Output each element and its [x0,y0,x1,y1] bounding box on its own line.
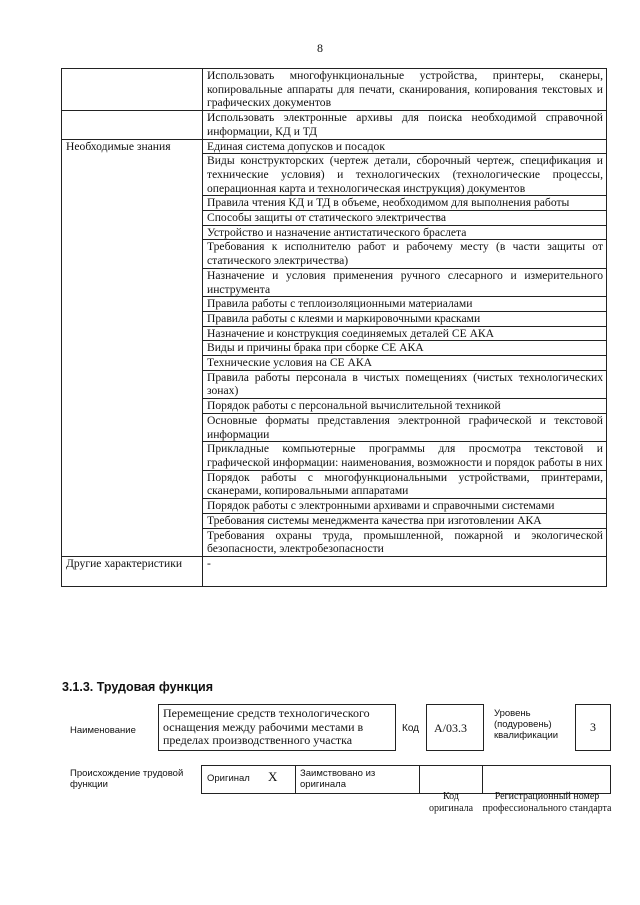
knowledge-row: Назначение и конструкция соединяемых деталей СЕ АКА [203,326,607,341]
table-row [62,111,607,139]
knowledge-row: Требования системы менеджмента качества при изготовлении АКА [203,513,607,528]
divider [482,765,483,794]
knowledge-row: Прикладные компьютерные программы для просмотра текстовой и графической информации: наименования, возможности и порядок работы в них [203,442,607,470]
knowledge-label: Необходимые знания [62,139,203,556]
knowledge-row: Виды конструкторских (чертеж детали, сборочный чертеж, спецификация и технические условия) и технологических (технологические процессы, операционная карта и технологическая инструкция) документов [203,154,607,196]
table-row [62,139,607,154]
knowledge-row: Основные форматы представления электронной графической и текстовой информации [203,413,607,441]
code-caption: Код оригинала [428,791,474,814]
divider [419,765,420,794]
table-body [62,69,607,587]
borrowed-label: Заимствовано из оригинала [300,768,376,790]
knowledge-row: Правила чтения КД и ТД в объеме, необходимом для выполнения работы [203,196,607,211]
section-heading: 3.1.3. Трудовая функция [62,680,214,694]
knowledge-row: Правила работы с клеями и маркировочными красками [203,311,607,326]
level-box [575,704,611,751]
knowledge-row: Требования охраны труда, промышленной, пожарной и экологической безопасности, электробезопасности [203,528,607,556]
table-row [62,69,607,111]
origin-label: Происхождение трудовой функции [70,768,184,790]
page-number: 8 [317,41,323,55]
code-value: А/03.3 [434,721,467,735]
knowledge-row: Единая система допусков и посадок [203,139,607,154]
function-name-value: Перемещение средств технологического оснащения между рабочими местами в пределах производственного участка [163,706,370,747]
knowledge-row: Порядок работы с персональной вычислительной техникой [203,399,607,414]
function-name-box [158,704,396,751]
level-label: Уровень (подуровень) квалификации [494,708,559,741]
knowledge-row: Способы защиты от статического электричества [203,211,607,226]
skill-row: Использовать многофункциональные устройства, принтеры, сканеры, копировальные аппараты для печати, сканирования, копирования текстовых и графических документов [203,69,607,111]
empty-left-cell [62,69,203,111]
level-value: 3 [590,720,596,734]
knowledge-skills-table [61,68,607,587]
original-mark: X [268,769,278,784]
empty-left-cell [62,111,203,139]
knowledge-row: Технические условия на СЕ АКА [203,356,607,371]
knowledge-row: Требования к исполнителю работ и рабочему месту (в части защиты от статического электричества) [203,240,607,268]
skill-row: Использовать электронные архивы для поиска необходимой справочной информации, КД и ТД [203,111,607,139]
knowledge-row: Порядок работы с электронными архивами и справочными системами [203,499,607,514]
knowledge-row: Виды и причины брака при сборке СЕ АКА [203,341,607,356]
knowledge-row: Назначение и условия применения ручного слесарного и измерительного инструмента [203,268,607,296]
table-row [62,556,607,586]
code-box [426,704,484,751]
other-characteristics-value: - [203,556,607,586]
knowledge-row: Правила работы с теплоизоляционными материалами [203,297,607,312]
knowledge-row: Устройство и назначение антистатического браслета [203,225,607,240]
other-characteristics-label: Другие характеристики [62,556,203,586]
knowledge-row: Правила работы персонала в чистых помещениях (чистых технологических зонах) [203,370,607,398]
name-label: Наименование [70,725,136,736]
original-label: Оригинал [207,773,250,784]
code-label: Код [402,723,420,734]
reg-caption: Регистрационный номер профессионального стандарта [482,791,612,814]
divider [295,765,296,794]
knowledge-row: Порядок работы с многофункциональными устройствами, принтерами, сканерами, копировальными аппаратами [203,470,607,498]
